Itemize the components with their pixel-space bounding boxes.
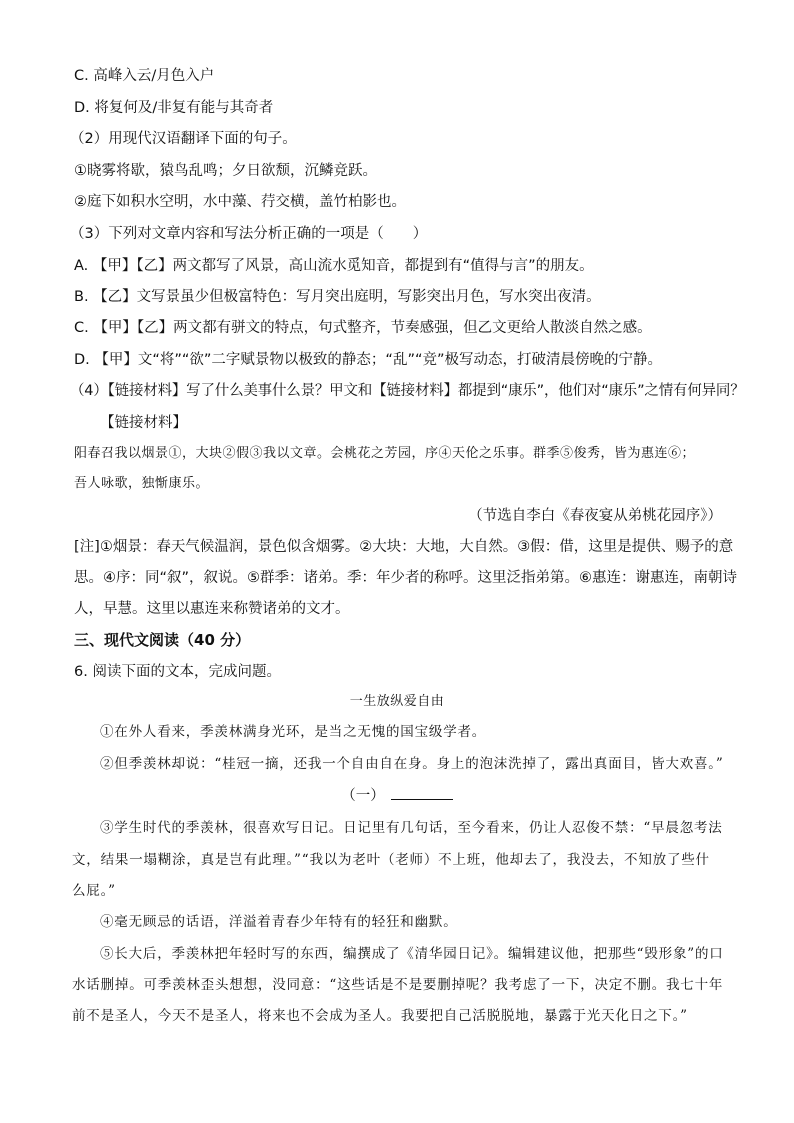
section-3-heading: 三、现代文阅读（40 分） [74, 631, 251, 649]
link-material-title: 【链接材料】 [100, 415, 187, 431]
subheading-1-label: （一） [341, 788, 385, 804]
question-3-option-d: D. 【甲】文“将”“欲”二字赋景物以极致的静态；“乱”“竞”极写动态，打破清晨傍晚的宁静。 [74, 352, 662, 368]
question-4: （4）【链接材料】写了什么美事什么景？甲文和【链接材料】都提到“康乐”，他们对“康乐”之情有何异同？ [70, 383, 745, 399]
paragraph-2: ②但季羡林却说：“桂冠一摘，还我一个自由自在身。身上的泡沫洗掉了，露出真面目，皆大欢喜。” [100, 756, 724, 772]
question-3-option-a: A. 【甲】【乙】两文都写了风景，高山流水觅知音，都提到有“值得与言”的朋友。 [74, 258, 594, 274]
paragraph-5-line-1: ⑤长大后，季羡林把年轻时写的东西，编撰成了《清华园日记》。编辑建议他，把那些“毁形象”的口 [100, 946, 724, 962]
paragraph-5-line-3: 前不是圣人，今天不是圣人，将来也不会成为圣人。我要把自己活脱脱地，暴露于光天化日之下。” [72, 1008, 688, 1024]
link-material-text-2: 吾人咏歌，独惭康乐。 [74, 476, 210, 491]
question-3: （3）下列对文章内容和写法分析正确的一项是（ ） [70, 226, 428, 242]
question-2-sentence-1: ①晓雾将歇，猿鸟乱鸣；夕日欲颓，沉鳞竞跃。 [74, 163, 377, 179]
note-line-1: [注]①烟景：春天气候温润，景色似含烟雾。②大块：大地，大自然。③假：借，这里是提供、赐予的意 [74, 539, 734, 555]
note-line-2: 思。④序：同“叙”，叙说。⑤群季：诸弟。季：年少者的称呼。这里泛指弟第。⑥惠连：谢惠连，南朝诗 [74, 570, 738, 586]
paragraph-3-line-3: 么屁。” [72, 883, 116, 899]
question-2-sentence-2: ②庭下如积水空明，水中藻、荇交横，盖竹柏影也。 [74, 194, 406, 210]
question-3-option-c: C. 【甲】【乙】两文都有骈文的特点，句式整齐，节奏感强，但乙文更给人散淡自然之感。 [74, 320, 652, 336]
question-3-option-b: B. 【乙】文写景虽少但极富特色：写月突出庭明，写影突出月色，写水突出夜清。 [74, 289, 601, 305]
option-c: C. 高峰入云/月色入户 [74, 68, 215, 84]
paragraph-5-line-2: 水话删掉。可季羡林歪头想想，没同意：“这些话是不是要删掉呢？我考虑了一下，决定不删。我七十年 [72, 977, 724, 993]
subheading-1 [72, 786, 722, 806]
answer-blank [391, 798, 453, 800]
article-title: 一生放纵爱自由 [349, 694, 445, 709]
question-2: （2）用现代汉语翻译下面的句子。 [70, 131, 297, 147]
link-material-source: （节选自李白《春夜宴从弟桃花园序》） [468, 508, 722, 524]
question-6: 6. 阅读下面的文本，完成问题。 [74, 664, 281, 680]
option-d: D. 将复何及/非复有能与其奇者 [74, 100, 274, 116]
link-material-text-1: 阳春召我以烟景①，大块②假③我以文章。会桃花之芳园，序④天伦之乐事。群季⑤俊秀，皆为惠连⑥； [74, 446, 696, 461]
paragraph-4: ④毫无顾忌的话语，洋溢着青春少年特有的轻狂和幽默。 [100, 914, 458, 930]
note-line-3: 人，早慧。这里以惠连来称赞诸弟的文才。 [74, 601, 350, 617]
paragraph-1: ①在外人看来，季羡林满身光环，是当之无愧的国宝级学者。 [100, 724, 487, 740]
paragraph-3-line-1: ③学生时代的季羡林，很喜欢写日记。日记里有几句话，至今看来，仍让人忍俊不禁：“早晨忽考法 [100, 820, 723, 836]
paragraph-3-line-2: 文，结果一塌糊涂，真是岂有此理。”“我以为老叶（老师）不上班，他却去了，我没去，不知放了些什 [72, 852, 710, 868]
